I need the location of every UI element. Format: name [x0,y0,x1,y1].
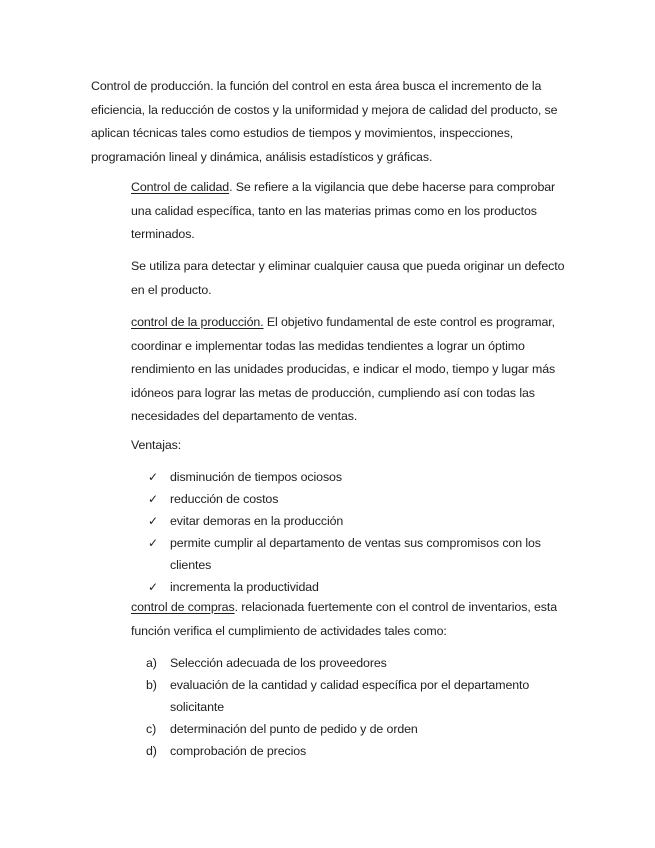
list-item: ✓ permite cumplir al departamento de ventas sus compromisos con los clientes [146,532,576,576]
purchasing-control-paragraph [131,596,571,643]
list-item: ✓ incrementa la productividad [146,576,576,598]
quality-control-heading: Control de calidad [131,180,230,194]
purchasing-activities-list [146,652,576,762]
list-item: ✓ reducción de costos [146,488,576,510]
purchasing-control-heading: control de compras [131,600,235,614]
list-item: b) evaluación de la cantidad y calidad específica por el departamento solicitante [146,674,576,718]
intro-text: Control de producción. la función del control en esta área busca el incremento de la eficiencia, la reducción de costos y la uniformidad y mejora de calidad del producto, se aplican técnicas tales como estudios de tiempos y movimientos, inspecciones, programación lineal y dinámica, análisis estadísticos y gráficas. [91,79,558,164]
purchasing-control-text: . relacionada fuertemente con el control de inventarios, esta función verifica el cumplimiento de actividades tales como: [131,600,558,638]
quality-control-second-text: Se utiliza para detectar y eliminar cualquier causa que pueda originar un defecto en el producto. [131,259,565,297]
list-item: d) comprobación de precios [146,740,576,762]
quality-control-second-paragraph [131,255,571,302]
quality-control-paragraph [131,176,571,247]
list-item: ✓ evitar demoras en la producción [146,510,576,532]
list-marker: a) [146,656,157,670]
production-control-paragraph [131,311,571,429]
list-marker: c) [146,722,157,736]
list-item: a) Selección adecuada de los proveedores [146,652,576,674]
production-control-heading: control de la producción. [131,315,264,329]
list-marker: d) [146,744,157,758]
list-item: ✓ disminución de tiempos ociosos [146,466,576,488]
list-marker: b) [146,678,157,692]
production-control-text: El objetivo fundamental de este control es programar, coordinar e implementar todas las medidas tendientes a lograr un óptimo rendimiento en las unidades producidas, e indicar el modo, tiempo y lugar más idóneos para lograr las metas de producción, cumpliendo así con todas las necesidades del departamento de ventas. [131,315,556,423]
advantages-list [146,466,576,598]
intro-paragraph [91,75,571,169]
list-item: c) determinación del punto de pedido y de orden [146,718,576,740]
quality-control-text: . Se refiere a la vigilancia que debe hacerse para comprobar una calidad específica, tanto en las materias primas como en los productos terminados. [131,180,556,241]
advantages-label-paragraph [131,434,571,458]
advantages-label: Ventajas: [131,438,182,452]
